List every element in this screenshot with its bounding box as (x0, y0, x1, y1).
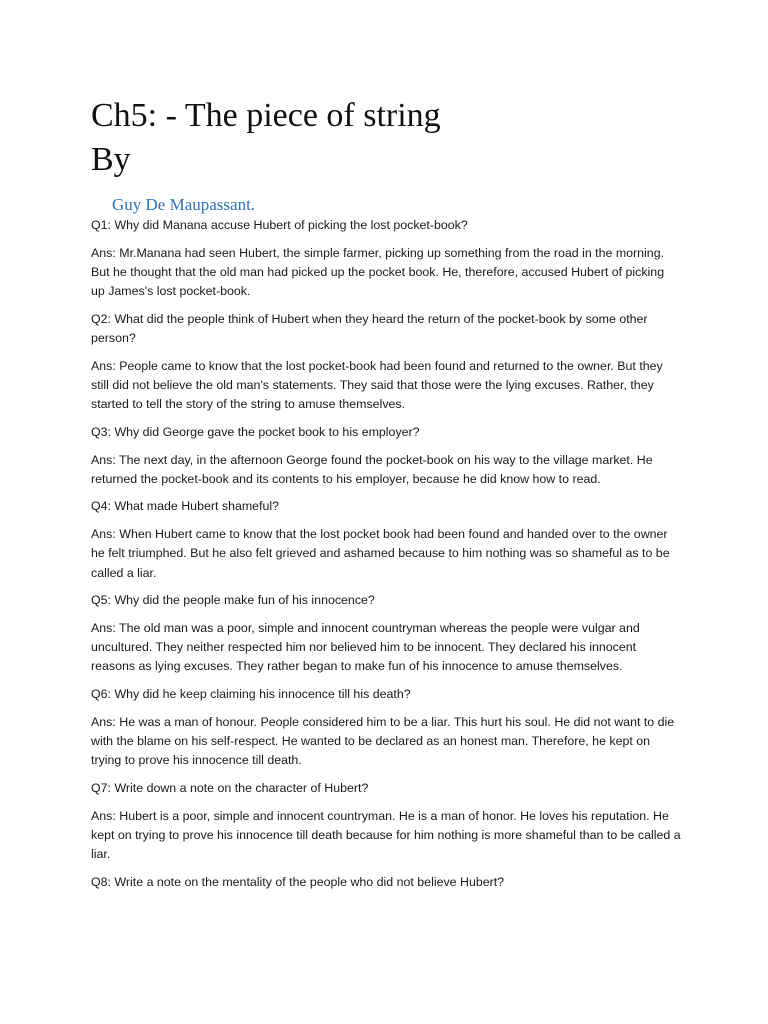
question-label: Q6: (91, 687, 111, 702)
question-text: What made Hubert shameful? (114, 499, 280, 514)
answer-3 (91, 451, 681, 489)
question-4 (91, 497, 681, 516)
answer-4 (91, 525, 681, 583)
question-text: Why did he keep claiming his innocence till his death? (114, 687, 411, 702)
question-label: Q1: (91, 218, 111, 232)
qa-content (91, 216, 681, 900)
question-text: Write a note on the mentality of the people who did not believe Hubert? (114, 874, 505, 889)
question-label: Q2: (91, 311, 111, 326)
question-text: Why did George gave the pocket book to his employer? (114, 424, 420, 439)
answer-label: Ans: (91, 620, 116, 635)
answer-6 (91, 713, 681, 771)
question-1 (91, 216, 681, 235)
question-6 (91, 685, 681, 704)
question-text: What did the people think of Hubert when they heard the return of the pocket-book by some other person? (91, 311, 648, 346)
question-label: Q4: (91, 499, 111, 514)
answer-label: Ans: (91, 245, 116, 260)
answer-label: Ans: (91, 808, 116, 823)
question-5 (91, 591, 681, 610)
answer-label: Ans: (91, 714, 116, 729)
answer-1 (91, 244, 681, 302)
question-7 (91, 779, 681, 798)
answer-label: Ans: (91, 527, 116, 542)
question-label: Q7: (91, 780, 111, 795)
answer-label: Ans: (91, 358, 116, 373)
answer-text: When Hubert came to know that the lost pocket book had been found and handed over to the owner he felt triumphed. But he also felt grieved and ashamed because to him nothing was so shameful as to be called a liar. (91, 527, 670, 580)
author-name: Guy De Maupassant. (112, 195, 256, 214)
answer-text: He was a man of honour. People considered him to be a liar. This hurt his soul. He did not want to die with the blame on his self-respect. He wanted to be declared as an honest man. Therefore, he kept on trying to prove his innocence till death. (91, 714, 675, 768)
answer-7 (91, 807, 681, 865)
question-label: Q3: (91, 424, 111, 439)
question-3 (91, 423, 681, 442)
question-2 (91, 310, 681, 348)
document-title: Ch5: - The piece of string (91, 97, 441, 134)
answer-text: The next day, in the afternoon George found the pocket-book on his way to the village market. He returned the pocket-book and its contents to his employer, because he did know how to read. (91, 452, 653, 486)
answer-2 (91, 357, 681, 415)
question-8 (91, 873, 681, 892)
answer-text: Hubert is a poor, simple and innocent countryman. He is a man of honor. He loves his reputation. He kept on trying to prove his innocence till death because for him nothing is more shameful than to be called a liar. (91, 808, 681, 861)
answer-text: The old man was a poor, simple and innocent countryman whereas the people were vulgar and uncultured. They neither respected him nor believed him to be innocent. They declared his innocent reasons as lying excuses. They rather began to make fun of his innocence to amuse themselves. (91, 620, 640, 674)
answer-label: Ans: (91, 452, 116, 467)
answer-text: Mr.Manana had seen Hubert, the simple farmer, picking up something from the road in the morning. But he thought that the old man had picked up the pocket book. He, therefore, accused Hubert of picking up James's lost pocket-book. (91, 245, 665, 299)
question-label: Q5: (91, 593, 111, 608)
question-text: Why did the people make fun of his innocence? (114, 593, 375, 608)
question-text: Why did Manana accuse Hubert of picking the lost pocket-book? (114, 218, 468, 232)
answer-text: People came to know that the lost pocket-book had been found and returned to the owner. But they still did not believe the old man's statements. They said that those were the lying excuses. Rather, they started to tell the story of the string to amuse themselves. (91, 358, 663, 412)
question-label: Q8: (91, 874, 111, 889)
answer-5 (91, 619, 681, 677)
question-text: Write down a note on the character of Hubert? (114, 780, 369, 795)
document-title-by: By (91, 141, 131, 178)
